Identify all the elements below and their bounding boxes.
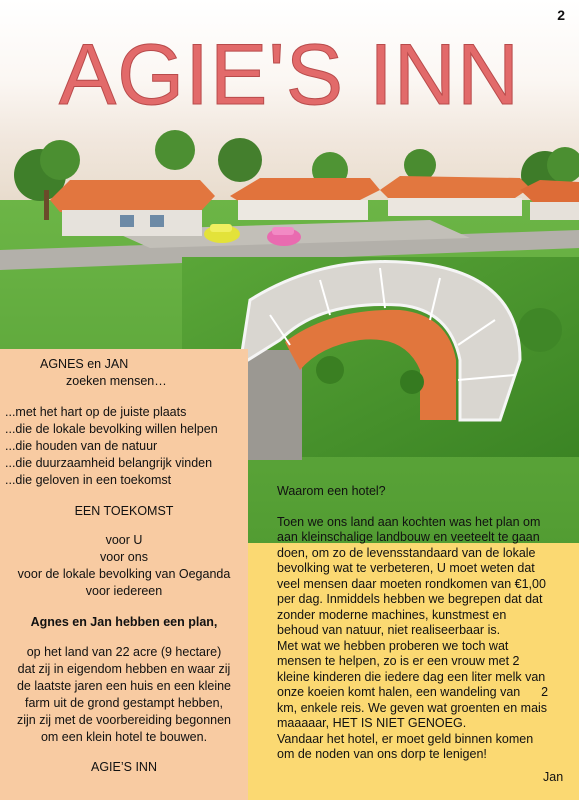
- for-item: voor iedereen: [85, 584, 163, 598]
- body-line: Vandaar het hotel, er moet geld binnen komen: [277, 732, 534, 746]
- heading-zoeken: zoeken mensen…: [66, 374, 167, 388]
- list-item: ...die de lokale bevolking willen helpen: [5, 422, 218, 436]
- plan-line: farm uit de grond gestampt hebben,: [24, 696, 224, 710]
- body-line: bevolking wat te verbeteren, U moet weten dat: [277, 561, 535, 575]
- list-item: ...die houden van de natuur: [5, 439, 158, 453]
- plan-line: op het land van 22 acre (9 hectare): [26, 645, 222, 659]
- question-heading: Waarom een hotel?: [277, 484, 386, 498]
- body-line: zonder moderne machines, kunstmest en: [277, 608, 507, 622]
- body-line: onze koeien komt halen, een wandeling van 2: [277, 685, 549, 699]
- page-title: AGIE'S INN: [58, 27, 521, 123]
- body-line: behoud van natuur, niet realiseerbaar is.: [277, 623, 501, 637]
- body-line: maaaaar, HET IS NIET GENOEG.: [277, 716, 467, 730]
- body-line: km, enkele reis. We geven wat groenten en mais: [277, 701, 548, 715]
- body-line: per dag. Inmiddels hebben we begrepen dat dat: [277, 592, 543, 606]
- list-item: ...met het hart op de juiste plaats: [5, 405, 187, 419]
- plan-heading: Agnes en Jan hebben een plan,: [30, 615, 218, 629]
- left-text-panel: [0, 349, 248, 800]
- page-number: 2: [557, 7, 565, 23]
- for-item: voor de lokale bevolking van Oeganda: [17, 567, 231, 581]
- list-item: ...die duurzaamheid belangrijk vinden: [5, 456, 213, 470]
- signoff: AGIE’S INN: [91, 760, 157, 774]
- heading-agnes-jan: AGNES en JAN: [40, 357, 129, 371]
- body-line: kleine kinderen die iedere dag een liter melk van: [277, 670, 546, 684]
- list-item: ...die geloven in een toekomst: [5, 473, 172, 487]
- plan-line: om een klein hotel te bouwen.: [40, 730, 208, 744]
- body-line: doen, om zo de levensstandaard van de lokale: [277, 546, 536, 560]
- plan-line: dat zij in eigendom hebben en waar zij: [17, 662, 231, 676]
- signature: Jan: [543, 770, 564, 784]
- body-line: mensen te helpen, zo is er een vrouw met 2: [277, 654, 520, 668]
- for-item: voor U: [105, 533, 143, 547]
- left-houses: [50, 180, 215, 236]
- body-line: Toen we ons land aan kochten was het plan om: [277, 515, 541, 529]
- body-line: veel mensen daar moeten rondkomen van €1,00: [277, 577, 546, 591]
- plan-line: zijn zij met de voorbereiding begonnen: [16, 713, 232, 727]
- plan-line: de laatste jaren een huis en een kleine: [16, 679, 232, 693]
- body-line: aan kleinschalige landbouw en veeteelt te gaan: [277, 530, 540, 544]
- body-line: Met wat we hebben proberen we toch wat: [277, 639, 509, 653]
- body-line: om de noden van ons dorp te lenigen!: [277, 747, 487, 761]
- future-heading: EEN TOEKOMST: [74, 504, 174, 518]
- for-item: voor ons: [100, 550, 148, 564]
